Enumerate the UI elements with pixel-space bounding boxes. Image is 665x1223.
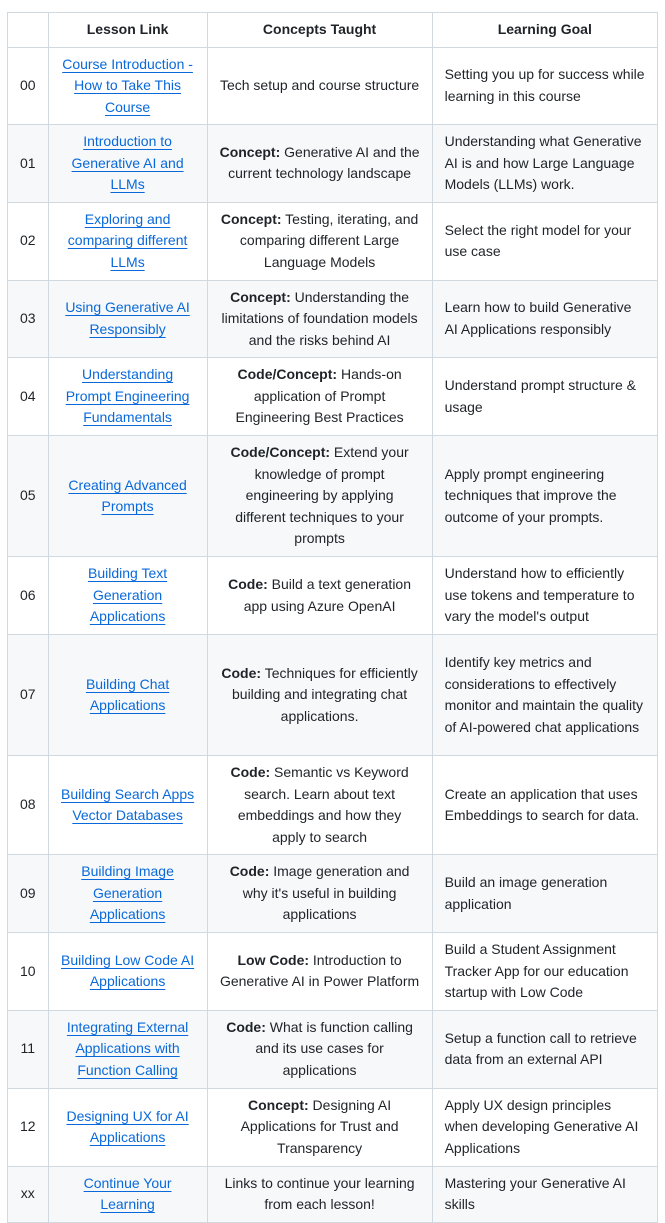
header-goal: Learning Goal <box>432 13 657 48</box>
lesson-number: 12 <box>8 1088 49 1166</box>
lesson-number: xx <box>8 1166 49 1222</box>
lesson-number: 00 <box>8 47 49 125</box>
lesson-number: 04 <box>8 358 49 436</box>
concept-label: Code: <box>230 764 271 780</box>
concept-text: Hands-on application of Prompt Engineering Best Practices <box>235 366 404 426</box>
lesson-link[interactable]: Designing UX for AI Applications <box>66 1107 189 1145</box>
concept-cell <box>207 557 432 635</box>
lesson-link-cell <box>48 1010 207 1088</box>
lesson-link[interactable]: Integrating External Applications with Function Calling <box>66 1018 189 1078</box>
table-row <box>8 1088 658 1166</box>
concept-cell <box>207 635 432 756</box>
concept-cell <box>207 1088 432 1166</box>
concept-text: Generative AI and the current technology landscape <box>228 143 420 182</box>
lesson-number: 10 <box>8 933 49 1011</box>
concept-label: Concept: <box>220 210 282 227</box>
lesson-link[interactable]: Building Low Code AI Applications <box>61 951 195 990</box>
concept-label: Code/Concept: <box>237 366 338 383</box>
learning-goal: Build a Student Assignment Tracker App for our education startup with Low Code <box>432 933 657 1011</box>
learning-goal: Mastering your Generative AI skills <box>432 1166 657 1222</box>
lesson-number: 11 <box>8 1010 49 1088</box>
lesson-link[interactable]: Exploring and comparing different LLMs <box>67 210 188 270</box>
table-row <box>8 1010 658 1088</box>
concept-cell <box>207 1166 432 1222</box>
concept-text: Semantic vs Keyword search. Learn about text embeddings and how they apply to search <box>237 764 409 845</box>
table-row <box>8 280 658 358</box>
concept-text: Introduction to Generative AI in Power Platform <box>219 951 420 990</box>
concept-label: Concept: <box>230 288 291 305</box>
concept-cell <box>207 1010 432 1088</box>
learning-goal: Apply prompt engineering techniques that improve the outcome of your prompts. <box>432 436 657 557</box>
concept-label: Low Code: <box>237 951 310 968</box>
learning-goal: Setup a function call to retrieve data from an external API <box>432 1010 657 1088</box>
concept-text: Techniques for efficiently building and integrating chat applications. <box>232 664 418 724</box>
table-row <box>8 358 658 436</box>
lesson-link[interactable]: Building Search Apps Vector Databases <box>61 785 195 823</box>
table-row <box>8 635 658 756</box>
lesson-link-cell <box>48 1088 207 1166</box>
lesson-link[interactable]: Course Introduction - How to Take This Course <box>62 55 193 115</box>
lesson-number: 07 <box>8 635 49 756</box>
concept-cell <box>207 756 432 855</box>
concept-text: Testing, iterating, and comparing different Large Language Models <box>239 210 419 270</box>
lessons-table <box>7 12 658 1223</box>
lesson-number: 08 <box>8 756 49 855</box>
concept-cell <box>207 280 432 358</box>
lesson-link[interactable]: Creating Advanced Prompts <box>68 476 187 514</box>
learning-goal: Select the right model for your use case <box>432 202 657 280</box>
table-row <box>8 855 658 933</box>
learning-goal: Setting you up for success while learning in this course <box>432 47 657 125</box>
lesson-number: 09 <box>8 855 49 933</box>
lesson-link-cell <box>48 635 207 756</box>
concept-label: Code: <box>229 863 270 880</box>
header-number <box>8 13 49 48</box>
lesson-link[interactable]: Introduction to Generative AI and LLMs <box>71 133 184 192</box>
learning-goal: Understand prompt structure & usage <box>432 358 657 436</box>
table-row <box>8 47 658 125</box>
concept-text: Build a text generation app using Azure OpenAI <box>243 576 412 614</box>
lesson-link-cell <box>48 1166 207 1222</box>
table-row <box>8 933 658 1011</box>
learning-goal: Understand how to efficiently use tokens and temperature to vary the model's output <box>432 557 657 635</box>
lesson-number: 02 <box>8 202 49 280</box>
concept-label: Concept: <box>247 1096 309 1113</box>
lesson-link-cell <box>48 358 207 436</box>
concept-text: Links to continue your learning from each lesson! <box>224 1174 415 1212</box>
learning-goal: Understanding what Generative AI is and how Large Language Models (LLMs) work. <box>432 125 657 203</box>
lesson-link-cell <box>48 436 207 557</box>
table-row <box>8 756 658 855</box>
lesson-number: 03 <box>8 280 49 358</box>
lesson-number: 06 <box>8 557 49 635</box>
learning-goal: Learn how to build Generative AI Applications responsibly <box>432 280 657 358</box>
concept-text: Extend your knowledge of prompt engineering by applying different techniques to your prompts <box>235 444 409 547</box>
concept-text: Tech setup and course structure <box>219 77 420 93</box>
table-header <box>8 13 658 48</box>
concept-cell <box>207 933 432 1011</box>
header-lesson-link: Lesson Link <box>48 13 207 48</box>
lesson-link-cell <box>48 557 207 635</box>
table-row <box>8 202 658 280</box>
lesson-link-cell <box>48 933 207 1011</box>
lesson-link-cell <box>48 280 207 358</box>
header-concepts: Concepts Taught <box>207 13 432 48</box>
concept-cell <box>207 855 432 933</box>
concept-text: Image generation and why it's useful in building applications <box>242 863 410 923</box>
lesson-link-cell <box>48 202 207 280</box>
concept-cell <box>207 436 432 557</box>
concept-cell <box>207 358 432 436</box>
concept-label: Code/Concept: <box>230 444 331 461</box>
lesson-number: 05 <box>8 436 49 557</box>
lesson-link-cell <box>48 756 207 855</box>
lesson-link[interactable]: Understanding Prompt Engineering Fundamentals <box>65 366 190 426</box>
table-row <box>8 1166 658 1222</box>
lesson-link[interactable]: Using Generative AI Responsibly <box>65 299 190 337</box>
lesson-link[interactable]: Building Text Generation Applications <box>88 565 168 625</box>
lesson-number: 01 <box>8 125 49 203</box>
lesson-link[interactable]: Building Image Generation Applications <box>81 863 174 923</box>
lesson-link[interactable]: Building Chat Applications <box>85 675 170 713</box>
concept-text: Designing AI Applications for Trust and Transparency <box>240 1096 399 1156</box>
concept-label: Concept: <box>219 143 281 160</box>
concept-cell <box>207 47 432 125</box>
concept-text: Understanding the limitations of foundation models and the risks behind AI <box>221 288 418 348</box>
concept-cell <box>207 202 432 280</box>
concept-text: What is function calling and its use cases for applications <box>255 1018 413 1078</box>
learning-goal: Build an image generation application <box>432 855 657 933</box>
table-row <box>8 557 658 635</box>
concept-label: Code: <box>228 576 268 592</box>
lesson-link-cell <box>48 125 207 203</box>
lesson-link-cell <box>48 47 207 125</box>
learning-goal: Apply UX design principles when developing Generative AI Applications <box>432 1088 657 1166</box>
concept-label: Code: <box>226 1018 266 1035</box>
lesson-link-cell <box>48 855 207 933</box>
table-row <box>8 125 658 203</box>
concept-label: Code: <box>221 664 262 681</box>
learning-goal: Create an application that uses Embeddings to search for data. <box>432 756 657 855</box>
concept-cell <box>207 125 432 203</box>
table-row <box>8 436 658 557</box>
learning-goal: Identify key metrics and considerations to effectively monitor and maintain the quality of AI-powered chat applications <box>432 635 657 756</box>
lesson-link[interactable]: Continue Your Learning <box>83 1174 172 1212</box>
